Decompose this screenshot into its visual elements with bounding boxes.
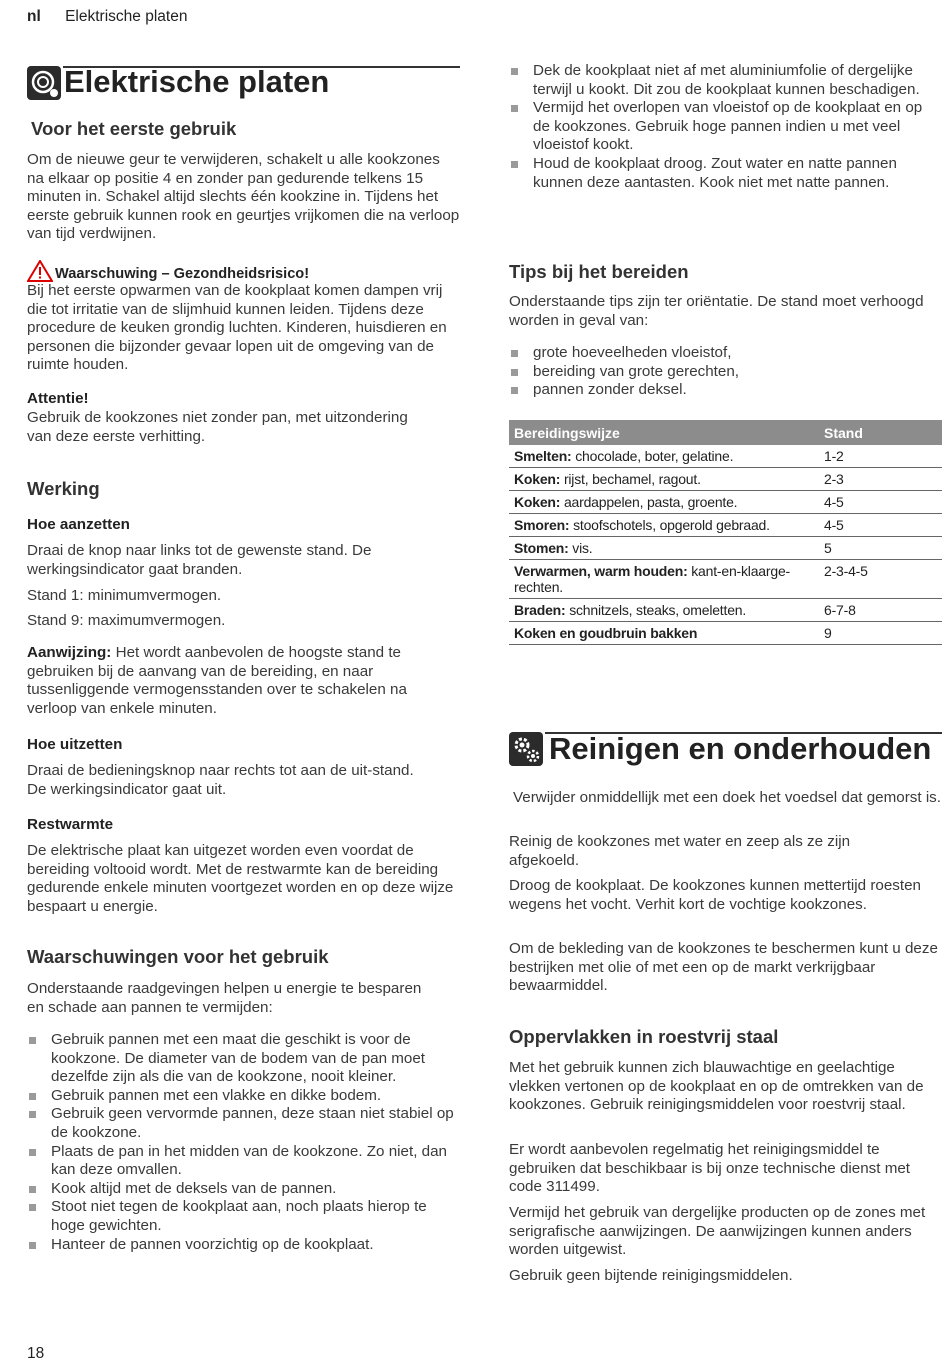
on-heading: Hoe aanzetten (27, 516, 130, 533)
rest-heading: Restwarmte (27, 816, 114, 833)
off-text: Draai de bedieningsknop naar rechts tot aan de uit-stand. De werkingsindicator gaat uit. (27, 762, 414, 798)
page-number: 18 (27, 1345, 45, 1362)
list-item: Stoot niet tegen de kookplaat aan, noch plaats hierop te hoge gewichten. (27, 1198, 460, 1235)
steel-p1: Met het gebruik kunnen zich blauwachtige en geelachtige vlekken vertonen op de kookplaat en op de omtrekken van de kookzones. Gebruik reinigingsmiddelen voor roestvrij staal. (509, 1059, 924, 1114)
section-title: Elektrische platen (64, 64, 330, 99)
list-item: Gebruik pannen met een maat die geschikt is voor de kookzone. De diameter van de bodem van de pan moet dezelfde zijn als die van de kookzone, nooit kleiner. (27, 1031, 460, 1087)
werking-heading: Werking (27, 478, 100, 499)
list-item: Houd de kookplaat droog. Zout water en natte pannen kunnen deze aantasten. Kook niet met natte pannen. (509, 155, 942, 192)
tip-paragraph (27, 644, 460, 718)
cleaning-gear-icon (509, 732, 543, 766)
list-item: Gebruik pannen met een vlakke en dikke bodem. (27, 1087, 460, 1106)
warnings-use-list (27, 1031, 460, 1254)
page-header (27, 8, 187, 26)
cooking-table (509, 420, 942, 645)
list-item: pannen zonder deksel. (509, 381, 942, 400)
stand9-text: Stand 9: maximumvermogen. (27, 612, 226, 629)
tips-intro: Onderstaande tips zijn ter oriëntatie. De stand moet verhoogd worden in geval van: (509, 293, 924, 329)
tip-label: Aanwijzing: (27, 644, 112, 661)
hotplate-icon (27, 66, 61, 100)
on-text: Draai de knop naar links tot de gewenste stand. De werkingsindicator gaat branden. (27, 542, 372, 578)
cleaning-p3: Droog de kookplaat. De kookzones kunnen mettertijd roesten wegens het vocht. Verhit kort de vochtige kookzones. (509, 877, 921, 913)
tip-text: Het wordt aanbevolen de hoogste stand te gebruiken bij de aanvang van de bereiding, en naar tussenliggende vermogensstanden over te schakelen na verloop van enkele minuten. (27, 644, 407, 717)
steel-p3: Vermijd het gebruik van dergelijke producten op de zones met serigrafische aanwijzingen. De aanwijzingen kunnen anders worden uitgewist. (509, 1204, 926, 1259)
list-item: bereiding van grote gerechten, (509, 363, 942, 382)
tips-list (509, 344, 942, 400)
top-warnings-list (509, 62, 942, 192)
attention-text: Gebruik de kookzones niet zonder pan, met uitzondering van deze eerste verhitting. (27, 409, 408, 445)
table-row: Stomen: vis. 5 (509, 537, 942, 560)
steel-p2: Er wordt aanbevolen regelmatig het reinigingsmiddel te gebruiken dat beschikbaar is bij onze technische dienst met code 311499. (509, 1141, 911, 1196)
header-title: Elektrische platen (65, 8, 188, 25)
column-header: Bereidingswijze (509, 420, 819, 445)
rest-text: De elektrische plaat kan uitgezet worden even voordat de bereiding voltooid wordt. Met de restwarmte kan de bereiding gedurende enkele minuten voortgezet worden en op deze wijze bespaart u energie. (27, 842, 454, 915)
off-heading: Hoe uitzetten (27, 736, 123, 753)
list-item: Vermijd het overlopen van vloeistof op de kookplaat en op de kookzones. Gebruik hoge pannen indien u met veel vloeistof kookt. (509, 99, 942, 155)
warning-text: Bij het eerste opwarmen van de kookplaat komen dampen vrij die tot irritatie van de slijmhuid kunnen leiden. Tijdens deze procedure de keuken grondig luchten. Kinderen, huisdieren en personen die bijzonder gevaar lopen uit de omgeving van de ruimte houden. (27, 282, 447, 374)
warnings-use-intro: Onderstaande raadgevingen helpen u energie te besparen en schade aan pannen te vermijden: (27, 980, 422, 1016)
first-use-text: Om de nieuwe geur te verwijderen, schakelt u alle kookzones na elkaar op positie 4 en zonder pan gedurende telkens 15 minuten in. Schakel altijd slechts één kookzine in. Tijdens het eerste gebruik kunnen rook en geurtjes vrijkomen die na verloop van tijd verdwijnen. (27, 151, 460, 243)
warning-triangle-icon (27, 260, 53, 282)
cleaning-title: Reinigen en onderhouden (549, 731, 932, 766)
table-row: Smelten: chocolade, boter, gelatine. 1-2 (509, 445, 942, 468)
column-header: Stand (819, 420, 942, 445)
table-row: Braden: schnitzels, steaks, omeletten. 6-7-8 (509, 599, 942, 622)
list-item: Dek de kookplaat niet af met aluminiumfolie of dergelijke terwijl u kookt. Dit zou de kookplaat kunnen beschadigen. (509, 62, 942, 99)
table-header-row (509, 420, 942, 445)
steel-heading: Oppervlakken in roestvrij staal (509, 1026, 779, 1047)
list-item: Kook altijd met de deksels van de pannen. (27, 1180, 460, 1199)
table-row: Koken en goudbruin bakken 9 (509, 622, 942, 645)
table-row: Koken: rijst, bechamel, ragout. 2-3 (509, 468, 942, 491)
table-row: Smoren: stoofschotels, opgerold gebraad. 4-5 (509, 514, 942, 537)
list-item: grote hoeveelheden vloeistof, (509, 344, 942, 363)
stand1-text: Stand 1: minimumvermogen. (27, 587, 222, 604)
list-item: Gebruik geen vervormde pannen, deze staan niet stabiel op de kookzone. (27, 1105, 460, 1142)
table-row: Verwarmen, warm houden: kant-en-klaarge-rechten. 2-3-4-5 (509, 560, 942, 599)
cleaning-p4: Om de bekleding van de kookzones te beschermen kunt u deze bestrijken met olie of met een op de markt verkrijgbaar bewaarmiddel. (509, 940, 938, 995)
first-use-heading: Voor het eerste gebruik (31, 118, 237, 139)
language-code: nl (27, 8, 41, 25)
steel-p4: Gebruik geen bijtende reinigingsmiddelen. (509, 1267, 793, 1284)
tips-heading: Tips bij het bereiden (509, 261, 689, 282)
warning-title-row (27, 260, 309, 282)
cleaning-p1: Verwijder onmiddellijk met een doek het voedsel dat gemorst is. (513, 789, 942, 806)
list-item: Plaats de pan in het midden van de kookzone. Zo niet, dan kan deze omvallen. (27, 1143, 460, 1180)
warning-title: Waarschuwing – Gezondheidsrisico! (55, 266, 310, 282)
list-item: Hanteer de pannen voorzichtig op de kookplaat. (27, 1236, 460, 1255)
attention-title: Attentie! (27, 390, 89, 407)
cleaning-p2: Reinig de kookzones met water en zeep als ze zijn afgekoeld. (509, 833, 851, 869)
table-row: Koken: aardappelen, pasta, groente. 4-5 (509, 491, 942, 514)
warnings-use-heading: Waarschuwingen voor het gebruik (27, 946, 329, 967)
